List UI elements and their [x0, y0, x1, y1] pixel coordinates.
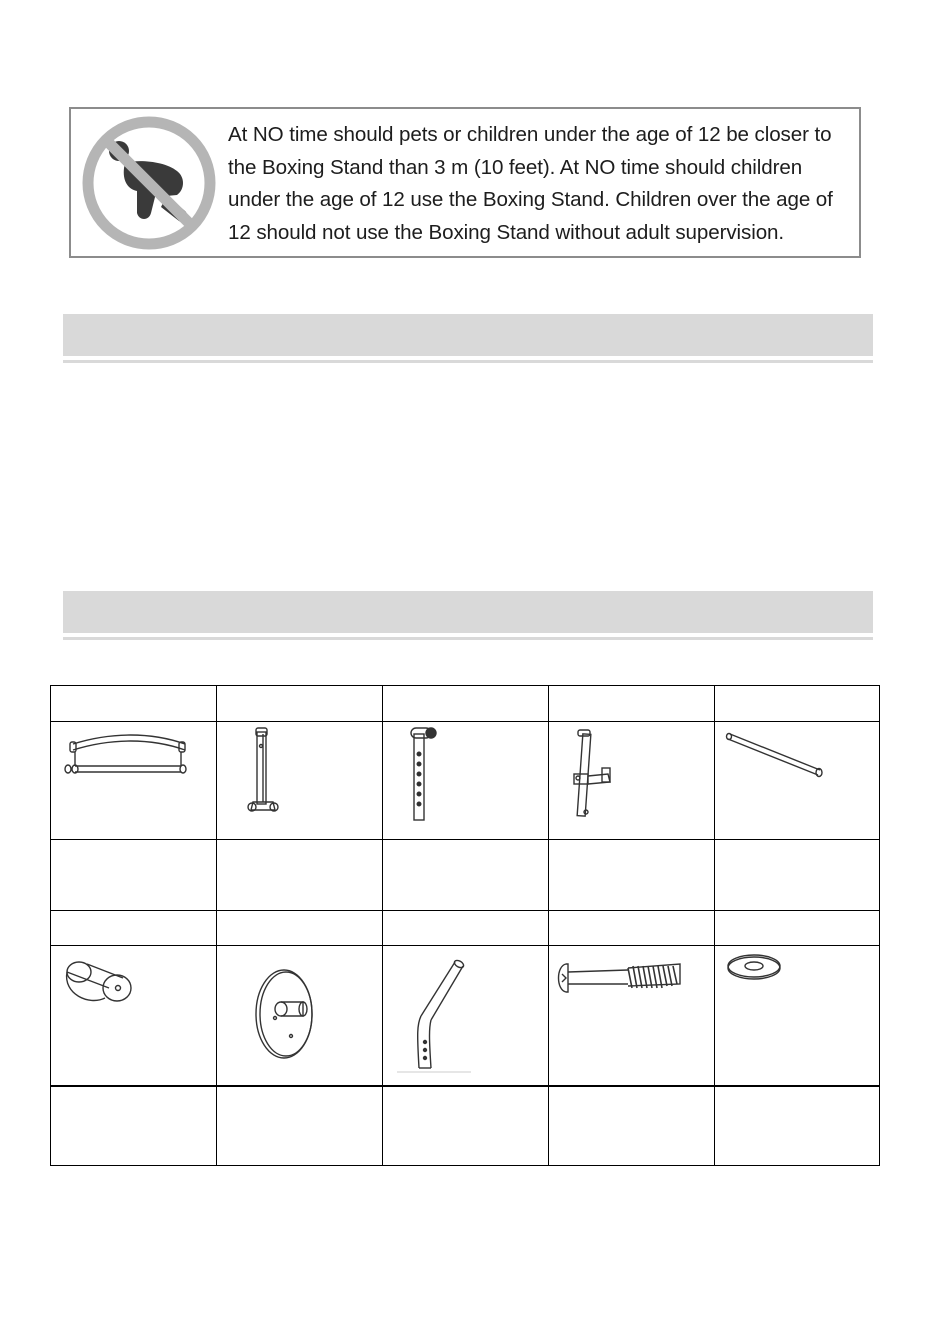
bolt-icon	[556, 956, 691, 1006]
table-rule	[51, 945, 879, 946]
section-divider	[63, 637, 873, 640]
section-divider	[63, 360, 873, 363]
table-rule	[51, 839, 879, 840]
straight-tube-icon	[724, 726, 829, 781]
adjustable-post-icon	[407, 724, 447, 824]
table-rule	[51, 1085, 879, 1087]
post-with-bracket-icon	[566, 728, 636, 823]
warning-box	[69, 107, 861, 258]
table-rule	[714, 686, 715, 1165]
washer-icon	[724, 950, 790, 984]
curved-top-frame-icon	[61, 728, 191, 788]
side-upright-tube-icon	[243, 726, 283, 821]
table-rule	[51, 721, 879, 722]
table-rule	[382, 686, 383, 1165]
section-header-bar	[63, 314, 873, 356]
table-rule	[216, 686, 217, 1165]
table-rule	[51, 910, 879, 911]
warning-text: At NO time should pets or children under the age of 12 be closer to the Boxing Stand than 3 m (10 feet). At NO time should children under the age of 12 use the Boxing Stand. Children over the age of 12 should not use the Boxing Stand without adult supervision.	[228, 123, 833, 244]
section-header-bar	[63, 591, 873, 633]
parts-table	[50, 685, 880, 1166]
no-children-icon	[81, 115, 217, 251]
table-rule	[548, 686, 549, 1165]
end-cap-icon	[59, 954, 139, 1014]
bent-tube-icon	[391, 954, 481, 1076]
weight-plate-holder-icon	[251, 956, 321, 1066]
